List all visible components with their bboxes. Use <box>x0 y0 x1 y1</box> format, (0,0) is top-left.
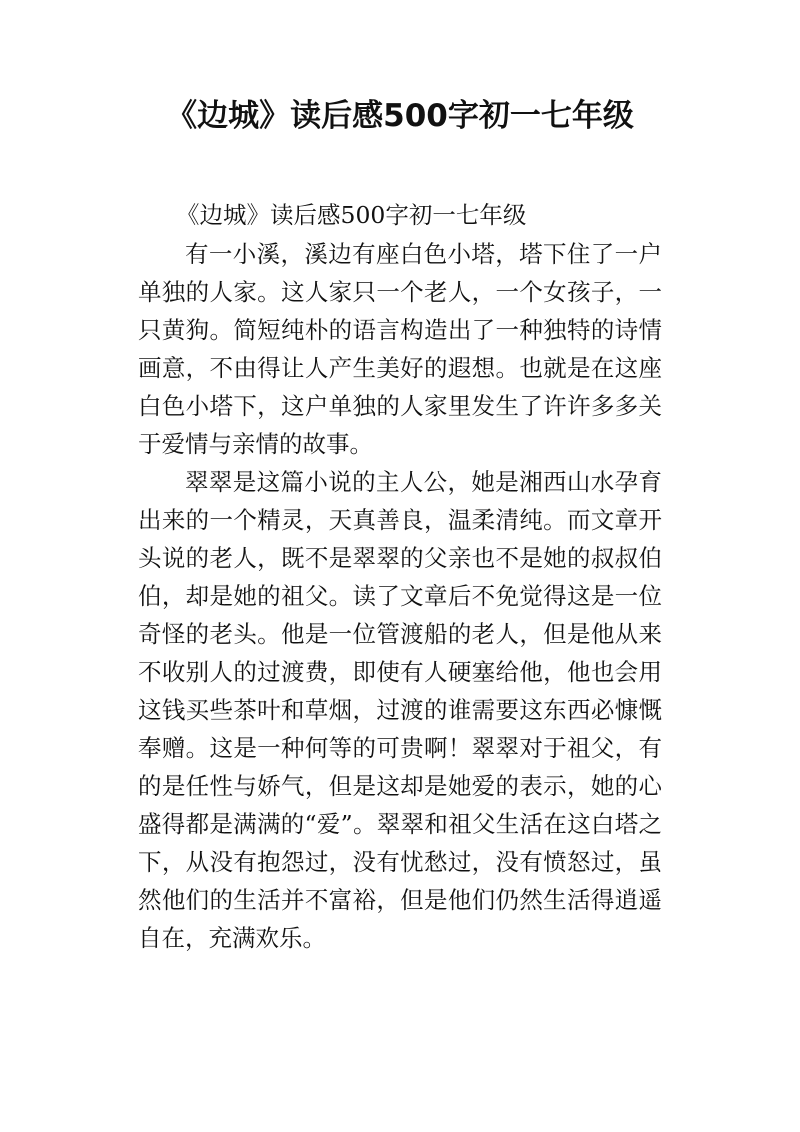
paragraph-1: 有一小溪，溪边有座白色小塔，塔下住了一户单独的人家。这人家只一个老人，一个女孩子，一只黄狗。简短纯朴的语言构造出了一种独特的诗情画意，不由得让人产生美好的遐想。也就是在这座白色小塔下，这户单独的人家里发生了许许多多关于爱情与亲情的故事。 <box>138 240 662 458</box>
document-body <box>138 196 662 957</box>
document-title: 《边城》读后感500字初一七年级 <box>166 98 634 134</box>
document-subtitle: 《边城》读后感500字初一七年级 <box>176 201 527 229</box>
paragraph-2: 翠翠是这篇小说的主人公，她是湘西山水孕育出来的一个精灵，天真善良，温柔清纯。而文章开头说的老人，既不是翠翠的父亲也不是她的叔叔伯伯，却是她的祖父。读了文章后不免觉得这是一位奇怪的老头。他是一位管渡船的老人，但是他从来不收别人的过渡费，即使有人硬塞给他，他也会用这钱买些茶叶和草烟，过渡的谁需要这东西必慷慨奉赠。这是一种何等的可贵啊！翠翠对于祖父，有的是任性与娇气，但是这却是她爱的表示，她的心盛得都是满满的“爱”。翠翠和祖父生活在这白塔之下，从没有抱怨过，没有忧愁过，没有愤怒过，虽然他们的生活并不富裕，但是他们仍然生活得逍遥自在，充满欢乐。 <box>138 468 662 952</box>
